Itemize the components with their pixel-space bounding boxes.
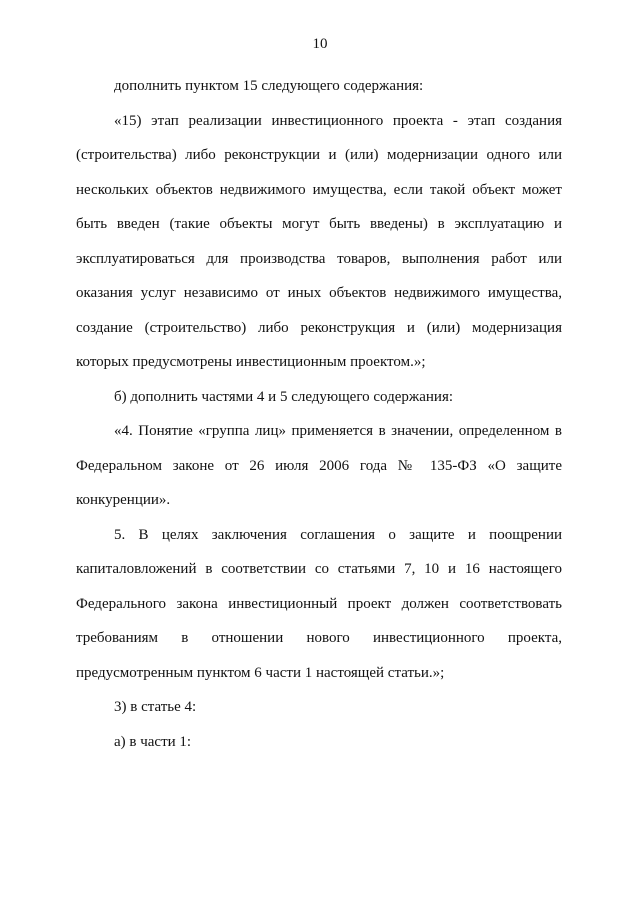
paragraph-item-3: 3) в статье 4: [114, 699, 197, 715]
document-body [76, 69, 562, 759]
paragraph-subitem-b: б) дополнить частями 4 и 5 следующего содержания: [114, 388, 454, 405]
paragraph-item-15: «15) этап реализации инвестиционного проекта - этап создания (строительства) либо реконструкции и (или) модернизации одного или нескольких объектов недвижимого имущества, если такой объект может быть введен (такие объекты могут быть введены) в эксплуатацию и эксплуатироваться для производства товаров, выполнения работ или оказания услуг независимо от иных объектов недвижимого имущества, создание (строительство) либо реконструкция и (или) модернизация которых предусмотрены инвестиционным проектом.»; [76, 112, 562, 370]
paragraph-part-5: 5. В целях заключения соглашения о защите и поощрении капиталовложений в соответствии со статьями 7, 10 и 16 настоящего Федерального закона инвестиционный проект должен соответствовать требованиям в отношении нового инвестиционного проекта, предусмотренным пунктом 6 части 1 настоящей статьи.»; [76, 526, 562, 681]
page-number: 10 [312, 36, 328, 52]
paragraph-subitem-a: а) в части 1: [114, 733, 192, 750]
paragraph-part-4: «4. Понятие «группа лиц» применяется в значении, определенном в Федеральном законе от 26 июля 2006 года № 135-ФЗ «О защите конкуренции». [76, 423, 562, 508]
paragraph-intro: дополнить пунктом 15 следующего содержания: [114, 78, 424, 94]
